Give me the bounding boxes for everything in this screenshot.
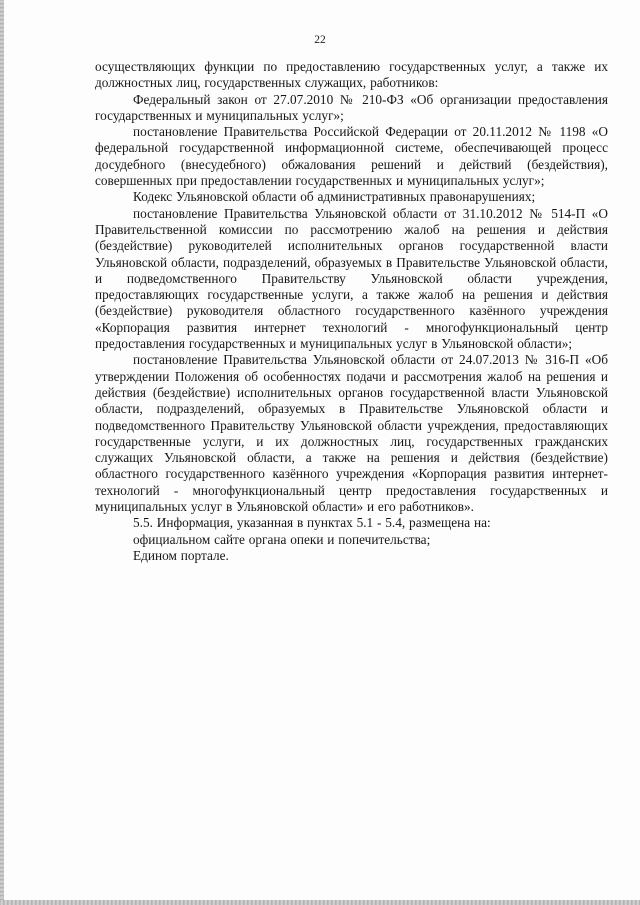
page-number: 22: [314, 34, 326, 46]
paragraph-continuation: осуществляющих функции по предоставлению государственных услуг, а также их должностных лиц, государственных служащих, работников:: [95, 59, 608, 91]
paragraph-official-site: официальном сайте органа опеки и попечительства;: [133, 531, 431, 547]
paragraph-unified-portal: Едином портале.: [133, 547, 229, 563]
document-body: [95, 59, 608, 564]
paragraph-federal-law-210: Федеральный закон от 27.07.2010 № 210-ФЗ «Об организации предоставления государственных и муниципальных услуг»;: [95, 91, 608, 123]
paragraph-resolution-316: постановление Правительства Ульяновской области от 24.07.2013 № 316-П «Об утверждении Положения об особенностях подачи и рассмотрения жалоб на решения и действия (бездействие) исполнительных органов государственной власти Ульяновской области, подразделений, образуемых в Правительстве Ульяновской области и подведомственного Правительству Ульяновской области учреждения, предоставляющих государственные услуги, и их должностных лиц, государственных гражданских служащих Ульяновской области, а также на решения и действия (бездействие) областного государственного казённого учреждения «Корпорация развития интернет-технологий - многофункциональный центр предоставления государственных и муниципальных услуг в Ульяновской области» и его работников».: [95, 352, 608, 515]
scan-edge-left: [0, 0, 4, 905]
paragraph-resolution-1198: постановление Правительства Российской Федерации от 20.11.2012 № 1198 «О федеральной государственной информационной системе, обеспечивающей процесс досудебного (внесудебного) обжалования решений и действий (бездействия), совершенных при предоставлении государственных и муниципальных услуг»;: [95, 124, 608, 189]
scan-edge-bottom: [0, 900, 640, 905]
paragraph-admin-code: Кодекс Ульяновской области об административных правонарушениях;: [133, 189, 536, 205]
paragraph-section-5-5: 5.5. Информация, указанная в пунктах 5.1 - 5.4, размещена на:: [133, 515, 491, 531]
paragraph-resolution-514: постановление Правительства Ульяновской области от 31.10.2012 № 514-П «О Правительственной комиссии по рассмотрению жалоб на решения и действия (бездействие) руководителей исполнительных органов государственной власти Ульяновской области, подразделений, образуемых в Правительстве Ульяновской области, и подведомственного Правительству Ульяновской области учреждения, предоставляющих государственные услуги, а также жалоб на решения и действия (бездействие) руководителя областного государственного казённого учреждения «Корпорация развития интернет технологий - многофункциональный центр предоставления государственных и муниципальных услуг в Ульяновской области»;: [95, 205, 608, 352]
